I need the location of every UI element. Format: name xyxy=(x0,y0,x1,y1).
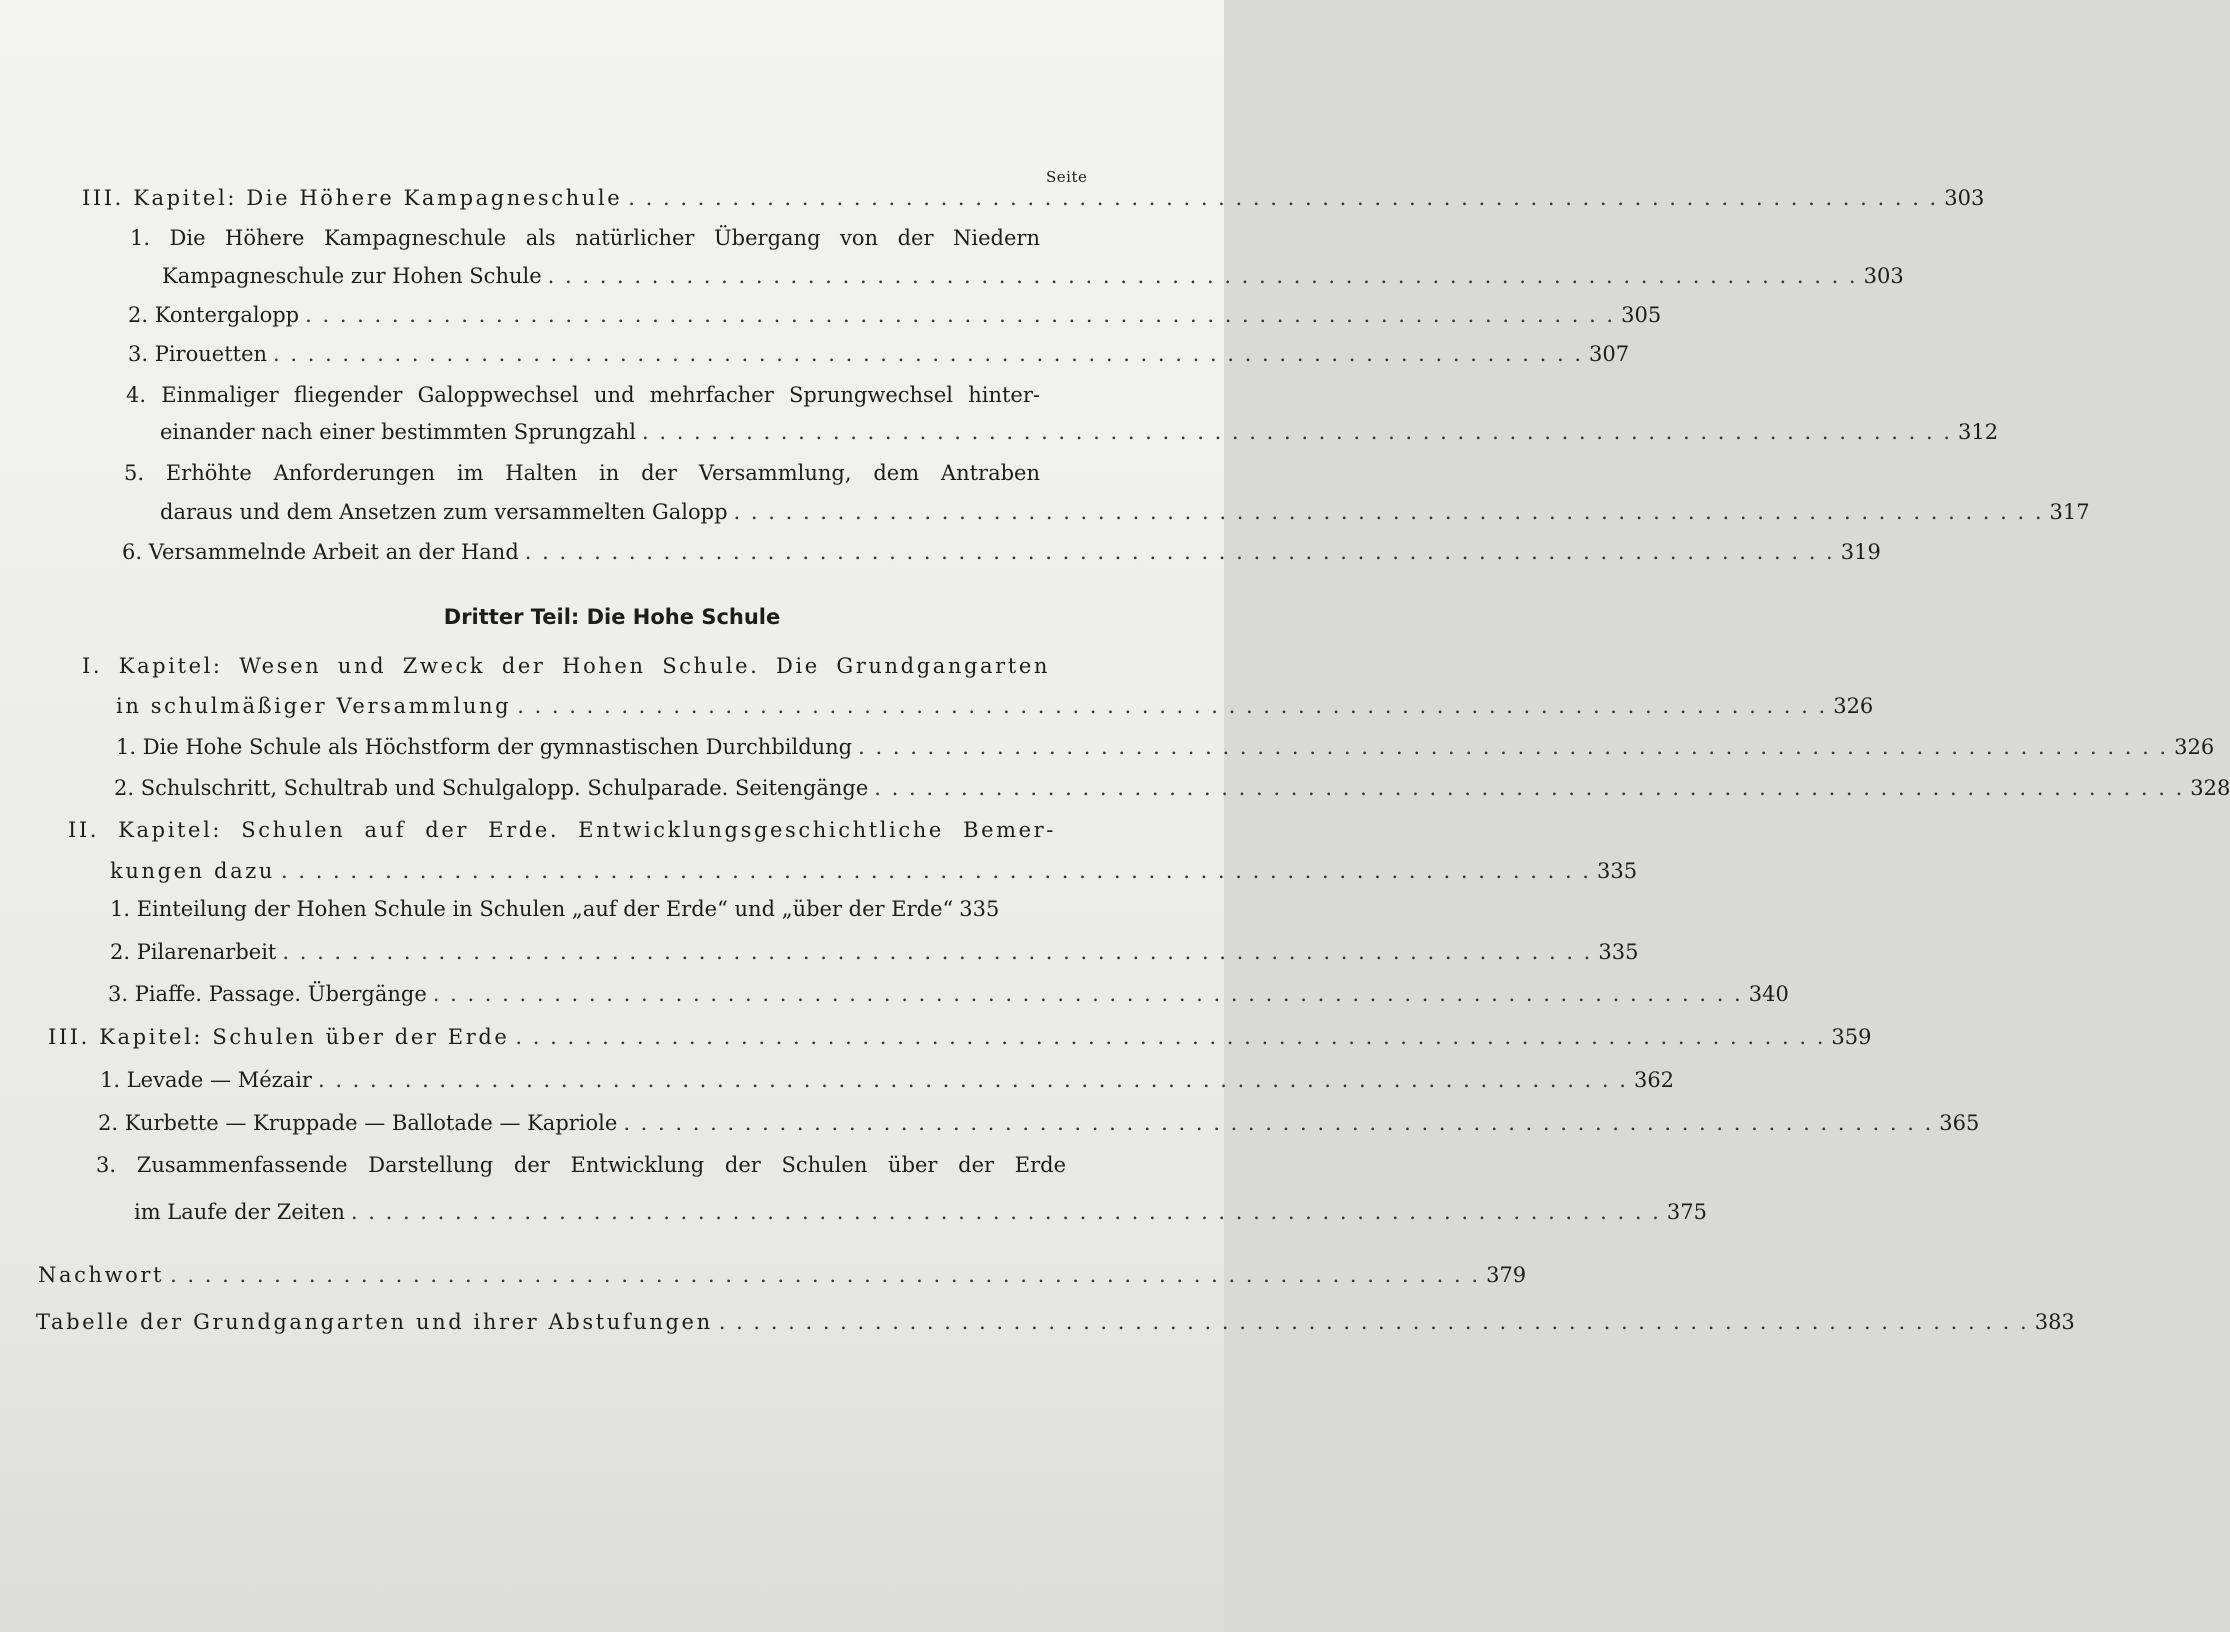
toc-entry-chapter xyxy=(48,1025,1872,1049)
toc-entry-label: III. Kapitel: Schulen über der Erde xyxy=(48,1025,510,1049)
toc-entry-page: 326 xyxy=(2174,735,2215,759)
toc-entry-chapter xyxy=(82,186,1985,210)
toc-entry-continuation xyxy=(134,1200,1707,1224)
dot-leader xyxy=(542,266,1858,287)
toc-entry xyxy=(128,303,1662,327)
toc-entry-label: 6. Versammelnde Arbeit an der Hand xyxy=(122,540,519,564)
toc-entry-page: 335 xyxy=(1598,940,1639,964)
toc-entry-page: 312 xyxy=(1957,420,1999,444)
toc-entry-label: 1. Levade — Mézair xyxy=(100,1068,312,1092)
dot-leader xyxy=(511,696,1827,717)
toc-entry-label: 3. Piaffe. Passage. Übergänge xyxy=(108,982,427,1006)
toc-entry xyxy=(110,899,1058,920)
toc-entry-continuation xyxy=(162,264,1904,288)
toc-entry-page: 362 xyxy=(1633,1068,1675,1092)
toc-entry-label: 2. Pilarenarbeit xyxy=(110,940,277,964)
dot-leader xyxy=(164,1265,1480,1286)
toc-entry-label: 2. Kontergalopp xyxy=(128,303,300,327)
toc-entry-label: 1. Die Hohe Schule als Höchstform der gymnastischen Durchbildung xyxy=(116,735,853,759)
dot-leader xyxy=(852,737,2168,758)
toc-entry-chapter xyxy=(68,820,1056,841)
dot-leader xyxy=(636,422,1952,443)
toc-entry-label: im Laufe der Zeiten xyxy=(134,1200,345,1224)
toc-entry-continuation xyxy=(160,500,2090,524)
dot-leader xyxy=(509,1027,1825,1048)
toc-entry-label: Tabelle der Grundgangarten und ihrer Abstufungen xyxy=(36,1310,713,1334)
toc-entry-page: 328 xyxy=(2190,776,2230,800)
toc-entry xyxy=(122,540,1881,564)
dot-leader xyxy=(267,344,1583,365)
toc-entry xyxy=(110,940,1639,964)
dot-leader xyxy=(345,1202,1661,1223)
toc-entry-line xyxy=(124,463,1040,484)
toc-entry-line xyxy=(126,385,1040,406)
toc-entry-page: 326 xyxy=(1833,694,1874,718)
toc-entry-label: III. Kapitel: Die Höhere Kampagneschule xyxy=(82,186,623,210)
toc-entry-chapter xyxy=(82,656,1050,677)
toc-entry-label: 4. Einmaliger fliegender Galoppwechsel und mehrfacher Sprungwechsel hinter- xyxy=(126,383,1040,407)
dot-leader xyxy=(622,188,1938,209)
dot-leader xyxy=(275,861,1591,882)
toc-entry-continuation xyxy=(110,859,1638,883)
toc-entry-page: 319 xyxy=(1840,540,1881,564)
toc-entry-label: daraus und dem Ansetzen zum versammelten Galopp xyxy=(160,500,728,524)
toc-entry-label: in schulmäßiger Versammlung xyxy=(116,694,512,718)
toc-entry-page: 379 xyxy=(1486,1263,1527,1287)
toc-entry-line xyxy=(130,228,1040,249)
toc-entry xyxy=(114,776,2230,800)
dot-leader xyxy=(519,542,1835,563)
column-header-seite: Seite xyxy=(1046,168,1088,186)
toc-entry-page: 307 xyxy=(1589,342,1630,366)
toc-entry xyxy=(128,342,1630,366)
toc-entry-label: Nachwort xyxy=(38,1263,165,1287)
toc-entry-continuation xyxy=(160,420,1999,444)
toc-entry-label: 2. Kurbette — Kruppade — Ballotade — Kapriole xyxy=(98,1111,618,1135)
toc-entry-label: 1. Die Höhere Kampagneschule als natürlicher Übergang von der Niedern xyxy=(130,226,1040,250)
dot-leader xyxy=(713,1312,2029,1333)
toc-entry-page: 335 xyxy=(1596,859,1638,883)
toc-entry-page: 340 xyxy=(1748,982,1789,1006)
toc-entry-page: 335 xyxy=(959,897,1000,921)
dot-leader xyxy=(276,942,1592,963)
toc-entry-page: 305 xyxy=(1621,303,1662,327)
toc-entry-label: 2. Schulschritt, Schultrab und Schulgalopp. Schulparade. Seitengänge xyxy=(114,776,869,800)
dot-leader xyxy=(868,778,2184,799)
section-heading: Dritter Teil: Die Hohe Schule xyxy=(443,605,781,629)
toc-entry-line xyxy=(96,1155,1066,1176)
dot-leader xyxy=(299,305,1615,326)
toc-entry-label: 5. Erhöhte Anforderungen im Halten in der Versammlung, dem Antraben xyxy=(124,461,1040,485)
toc-entry-chapter xyxy=(36,1310,2075,1334)
toc-entry-label: kungen dazu xyxy=(110,859,275,883)
toc-entry xyxy=(100,1068,1675,1092)
toc-entry-label: 3. Pirouetten xyxy=(128,342,268,366)
toc-entry xyxy=(116,735,2215,759)
toc-entry xyxy=(98,1111,1980,1135)
toc-entry-page: 375 xyxy=(1666,1200,1707,1224)
dot-leader xyxy=(617,1113,1933,1134)
dot-leader xyxy=(427,984,1743,1005)
toc-entry-label: 3. Zusammenfassende Darstellung der Entwicklung der Schulen über der Erde xyxy=(96,1153,1066,1177)
toc-entry xyxy=(108,982,1789,1006)
toc-entry-page: 383 xyxy=(2034,1310,2075,1334)
toc-entry-chapter xyxy=(38,1263,1527,1287)
toc-entry-continuation xyxy=(116,694,1874,718)
dot-leader xyxy=(728,502,2044,523)
toc-entry-label: II. Kapitel: Schulen auf der Erde. Entwicklungsgeschichtliche Bemer- xyxy=(68,818,1056,842)
toc-entry-label: 1. Einteilung der Hohen Schule in Schulen „auf der Erde“ und „über der Erde“ xyxy=(110,897,954,921)
toc-entry-page: 317 xyxy=(2049,500,2090,524)
toc-entry-page: 359 xyxy=(1831,1025,1872,1049)
toc-entry-page: 303 xyxy=(1863,264,1904,288)
toc-entry-label: Kampagneschule zur Hohen Schule xyxy=(162,264,542,288)
toc-entry-label: I. Kapitel: Wesen und Zweck der Hohen Schule. Die Grundgangarten xyxy=(82,654,1050,678)
toc-entry-page: 365 xyxy=(1939,1111,1980,1135)
toc-entry-page: 303 xyxy=(1944,186,1985,210)
dot-leader xyxy=(312,1070,1628,1091)
toc-entry-label: einander nach einer bestimmten Sprungzahl xyxy=(160,420,636,444)
